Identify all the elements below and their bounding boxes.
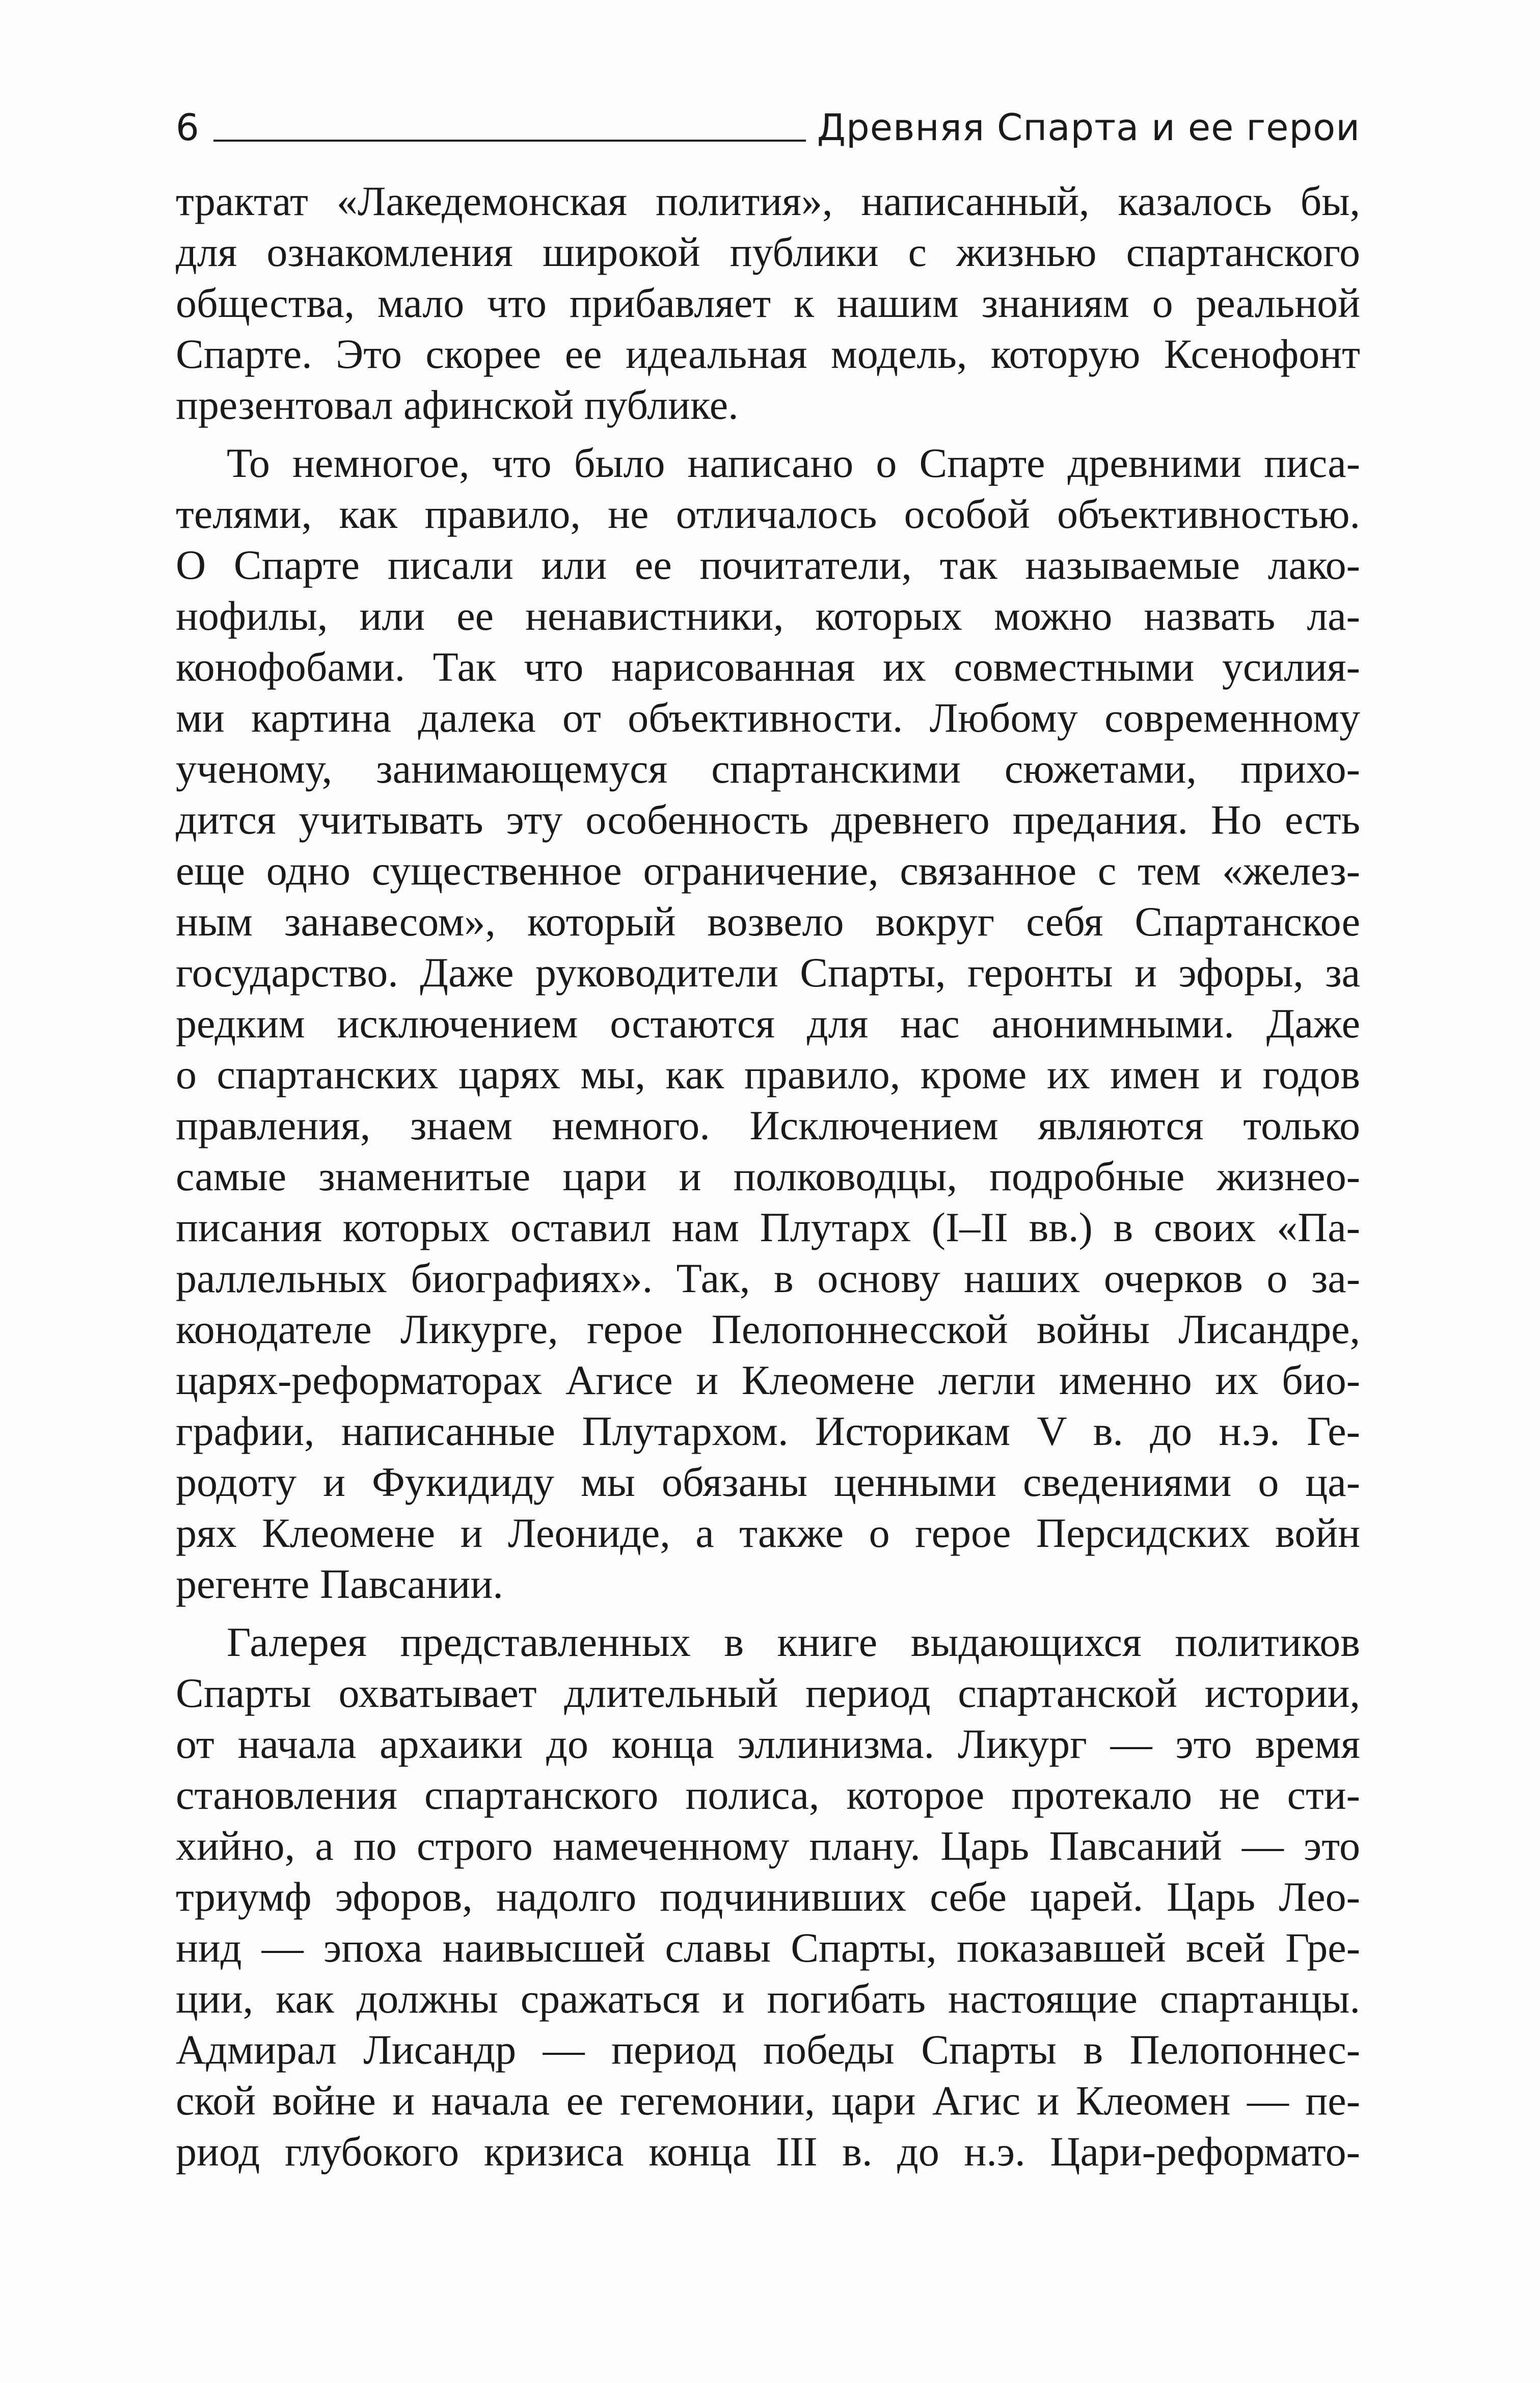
- page-number: 6: [176, 106, 199, 149]
- text-line: о спартанских царях мы, как правило, кроме их имен и годов: [176, 1051, 1360, 1097]
- paragraph-gap: [176, 1610, 1360, 1617]
- text-line: графии, написанные Плутархом. Историкам V в. до н.э. Ге-: [176, 1408, 1360, 1454]
- paragraph: [176, 438, 1360, 1610]
- text-line: ным занавесом», который возвело вокруг себя Спартанское: [176, 898, 1360, 945]
- text-line: ской войне и начала ее гегемонии, цари Агис и Клеомен — пе-: [176, 2077, 1360, 2124]
- text-line: нофилы, или ее ненавистники, которых можно назвать ла-: [176, 593, 1360, 639]
- running-title: Древняя Спарта и ее герои: [817, 106, 1360, 149]
- text-line: родоту и Фукидиду мы обязаны ценными сведениями о ца-: [176, 1459, 1360, 1505]
- text-line: конофобами. Так что нарисованная их совместными усилия-: [176, 644, 1360, 690]
- text-line: регенте Павсании.: [176, 1561, 503, 1607]
- text-line: ми картина далека от объективности. Любому современному: [176, 694, 1360, 741]
- text-line: нид — эпоха наивысшей славы Спарты, показавшей всей Гре-: [176, 1924, 1360, 1971]
- text-line: становления спартанского полиса, которое протекало не сти-: [176, 1772, 1360, 1818]
- text-line: То немногое, что было написано о Спарте древними писа-: [227, 440, 1360, 486]
- text-line: ученому, занимающемуся спартанскими сюжетами, прихо-: [176, 745, 1360, 792]
- text-line: риод глубокого кризиса конца III в. до н.э. Цари-реформато-: [176, 2128, 1360, 2175]
- running-head: [176, 97, 1360, 153]
- text-line: ции, как должны сражаться и погибать настоящие спартанцы.: [176, 1975, 1360, 2022]
- text-line: редким исключением остаются для нас анонимными. Даже: [176, 1000, 1360, 1047]
- text-line: О Спарте писали или ее почитатели, так называемые лако-: [176, 542, 1360, 588]
- text-line: Адмирал Лисандр — период победы Спарты в Пелопоннес-: [176, 2026, 1360, 2073]
- text-line: правления, знаем немного. Исключением являются только: [176, 1102, 1360, 1148]
- text-line: презентовал афинской публике.: [176, 382, 739, 428]
- text-line: царях-реформаторах Агисе и Клеомене легли именно их био-: [176, 1357, 1360, 1403]
- text-line: Галерея представленных в книге выдающихся политиков: [227, 1619, 1360, 1665]
- paragraph: [176, 176, 1360, 431]
- text-line: конодателе Ликурге, герое Пелопоннесской войны Лисандре,: [176, 1306, 1360, 1352]
- text-line: раллельных биографиях». Так, в основу наших очерков о за-: [176, 1255, 1360, 1301]
- text-line: государство. Даже руководители Спарты, геронты и эфоры, за: [176, 949, 1360, 996]
- text-line: Спарты охватывает длительный период спартанской истории,: [176, 1670, 1360, 1716]
- text-line: еще одно существенное ограничение, связанное с тем «желез-: [176, 847, 1360, 894]
- header-rule: [213, 140, 806, 142]
- paragraph: [176, 1617, 1360, 2177]
- body-text: [176, 176, 1360, 2177]
- text-line: дится учитывать эту особенность древнего предания. Но есть: [176, 796, 1360, 843]
- text-line: трактат «Лакедемонская полития», написанный, казалось бы,: [176, 178, 1360, 224]
- text-line: для ознакомления широкой публики с жизнью спартанского: [176, 229, 1360, 275]
- text-line: телями, как правило, не отличалось особой объективностью.: [176, 491, 1360, 537]
- text-line: хийно, а по строго намеченному плану. Царь Павсаний — это: [176, 1823, 1360, 1869]
- text-line: писания которых оставил нам Плутарх (I–II вв.) в своих «Па-: [176, 1204, 1360, 1250]
- text-line: общества, мало что прибавляет к нашим знаниям о реальной: [176, 280, 1360, 326]
- paragraph-gap: [176, 431, 1360, 438]
- text-line: самые знаменитые цари и полководцы, подробные жизнео-: [176, 1153, 1360, 1199]
- text-line: от начала архаики до конца эллинизма. Ликург — это время: [176, 1721, 1360, 1767]
- text-line: рях Клеомене и Леониде, а также о герое Персидских войн: [176, 1510, 1360, 1556]
- text-line: Спарте. Это скорее ее идеальная модель, которую Ксенофонт: [176, 331, 1360, 377]
- text-line: триумф эфоров, надолго подчинивших себе царей. Царь Лео-: [176, 1873, 1360, 1920]
